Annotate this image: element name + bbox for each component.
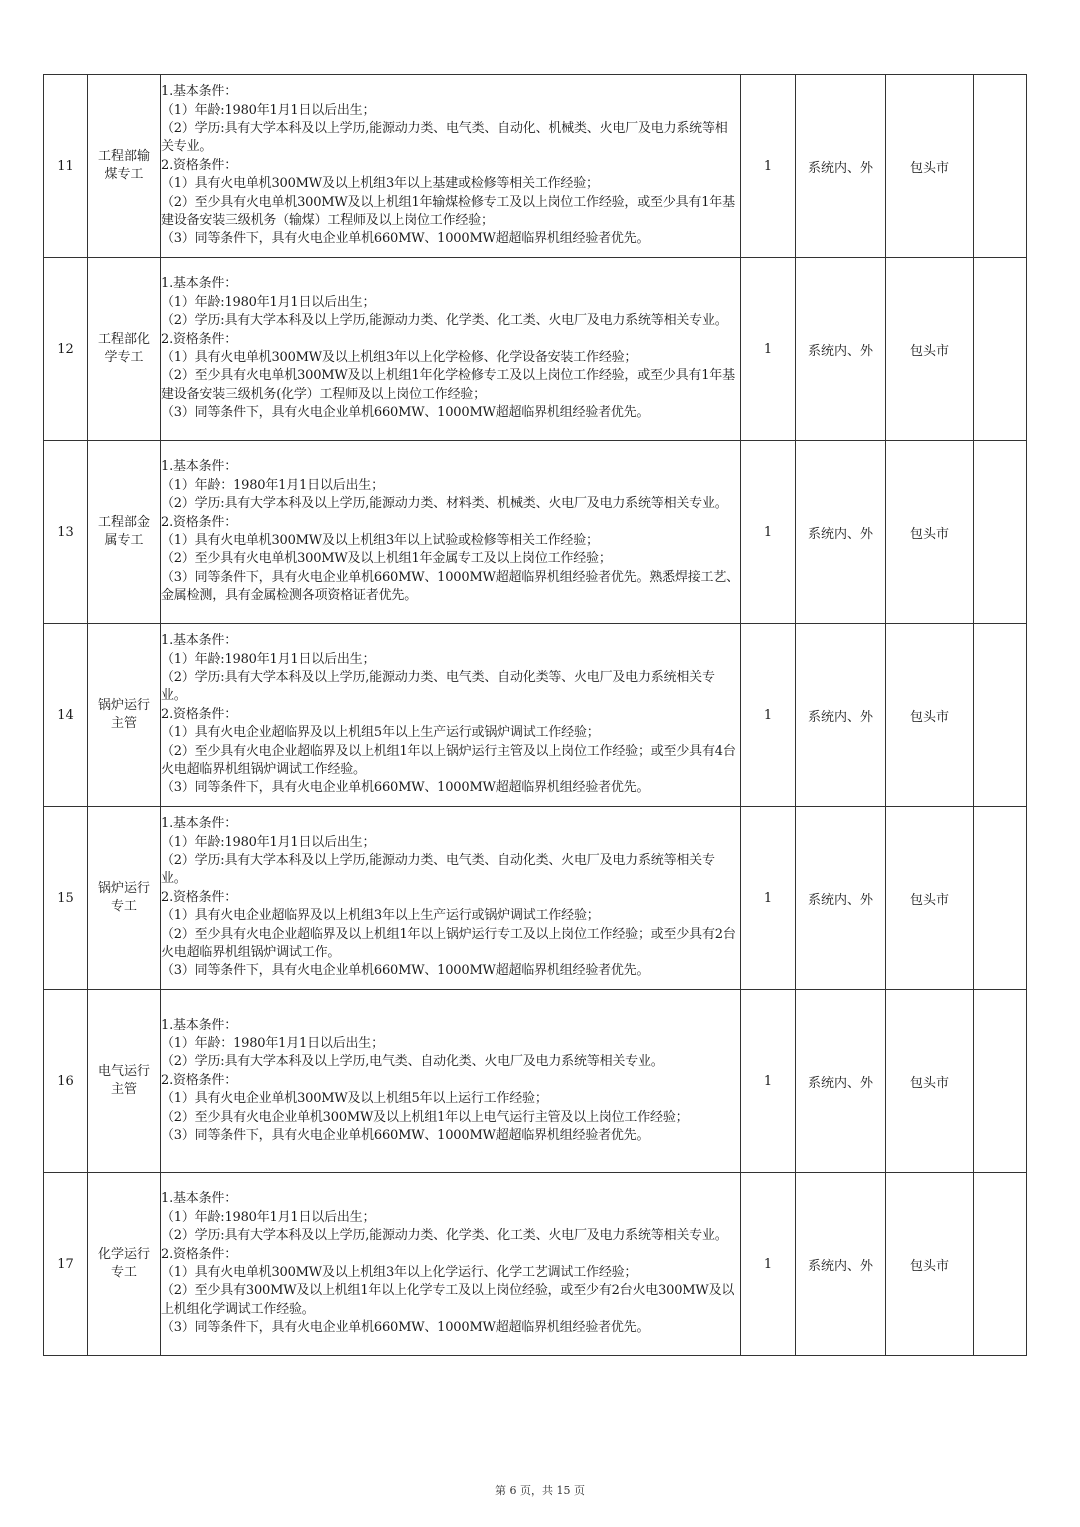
requirement-line: （1）具有火电企业单机300MW及以上机组5年以上运行工作经验； bbox=[161, 1091, 548, 1107]
requirement-line: （2）至少具有火电企业单机300MW及以上机组1年以上电气运行主管及以上岗位工作经验； bbox=[161, 1109, 689, 1125]
requirement-line: 1.基本条件： bbox=[161, 276, 238, 292]
work-location-cell: 包头市 bbox=[886, 258, 974, 441]
work-location-cell: 包头市 bbox=[886, 807, 974, 990]
table-row bbox=[44, 441, 1027, 624]
headcount-cell: 1 bbox=[741, 624, 796, 807]
requirement-line: 1.基本条件： bbox=[161, 816, 238, 832]
requirement-line: 1.基本条件： bbox=[161, 459, 238, 475]
headcount-cell: 1 bbox=[741, 1173, 796, 1356]
requirement-line: （2）学历:具有大学本科及以上学历,能源动力类、材料类、机械类、火电厂及电力系统等相关专业。 bbox=[161, 496, 728, 512]
recruit-scope-cell: 系统内、外 bbox=[796, 990, 886, 1173]
headcount-cell: 1 bbox=[741, 258, 796, 441]
position-cell bbox=[88, 1173, 161, 1356]
headcount-cell: 1 bbox=[741, 75, 796, 258]
requirement-line: （3）同等条件下，具有火电企业单机660MW、1000MW超超临界机组经验者优先。 bbox=[161, 1320, 650, 1336]
requirement-line: （1）年龄:1980年1月1日以后出生； bbox=[161, 834, 376, 850]
requirement-line: 1.基本条件： bbox=[161, 84, 238, 100]
table-row bbox=[44, 624, 1027, 807]
requirement-line: 2.资格条件： bbox=[161, 889, 238, 905]
requirement-line: （3）同等条件下，具有火电企业单机660MW、1000MW超超临界机组经验者优先。 bbox=[161, 963, 650, 979]
requirement-line: （2）至少具有300MW及以上机组1年以上化学专工及以上岗位经验，或至少有2台火电300MW及以上机组化学调试工作经验。 bbox=[161, 1283, 735, 1317]
requirement-line: （1）具有火电企业超临界及以上机组3年以上生产运行或锅炉调试工作经验； bbox=[161, 908, 600, 924]
note-cell bbox=[974, 258, 1027, 441]
requirement-line: 2.资格条件： bbox=[161, 157, 238, 173]
row-number: 11 bbox=[44, 75, 88, 258]
requirement-line: 2.资格条件： bbox=[161, 1246, 238, 1262]
requirement-line: （3）同等条件下，具有火电企业单机660MW、1000MW超超临界机组经验者优先。 bbox=[161, 1128, 650, 1144]
requirement-line: （1）年龄:1980年1月1日以后出生； bbox=[161, 294, 376, 310]
requirements-cell bbox=[161, 1173, 741, 1356]
table-row bbox=[44, 75, 1027, 258]
page-footer: 第 6 页，共 15 页 bbox=[495, 1484, 585, 1497]
work-location-cell: 包头市 bbox=[886, 75, 974, 258]
requirement-line: （2）学历:具有大学本科及以上学历,电气类、自动化类、火电厂及电力系统等相关专业。 bbox=[161, 1054, 664, 1070]
requirement-line: （1）具有火电单机300MW及以上机组3年以上化学运行、化学工艺调试工作经验； bbox=[161, 1265, 638, 1280]
note-cell bbox=[974, 990, 1027, 1173]
work-location-cell: 包头市 bbox=[886, 441, 974, 624]
requirement-line: （2）学历:具有大学本科及以上学历,能源动力类、化学类、化工类、火电厂及电力系统等相关专业。 bbox=[161, 313, 728, 329]
requirements-cell bbox=[161, 807, 741, 990]
requirement-line: （1）具有火电单机300MW及以上机组3年以上化学检修、化学设备安装工作经验； bbox=[161, 350, 638, 365]
position-title: 锅炉运行主管 bbox=[97, 698, 150, 731]
position-title: 锅炉运行专工 bbox=[97, 881, 150, 914]
headcount-cell: 1 bbox=[741, 807, 796, 990]
requirement-line: （1）年龄:1980年1月1日以后出生； bbox=[161, 651, 376, 667]
requirement-line: 2.资格条件： bbox=[161, 514, 238, 530]
requirement-line: （2）至少具有火电单机300MW及以上机组1年金属专工及以上岗位工作经验； bbox=[161, 551, 612, 567]
requirement-line: （3）同等条件下，具有火电企业单机660MW、1000MW超超临界机组经验者优先。 bbox=[161, 231, 650, 247]
requirements-cell bbox=[161, 441, 741, 624]
requirement-line: （3）同等条件下，具有火电企业单机660MW、1000MW超超临界机组经验者优先。熟悉焊接工艺、金属检测，具有金属检测各项资格证者优先。 bbox=[161, 569, 739, 604]
work-location-cell: 包头市 bbox=[886, 1173, 974, 1356]
recruit-scope-cell: 系统内、外 bbox=[796, 75, 886, 258]
requirement-line: （2）学历:具有大学本科及以上学历,能源动力类、化学类、化工类、火电厂及电力系统等相关专业。 bbox=[161, 1228, 728, 1244]
requirement-line: 2.资格条件： bbox=[161, 706, 238, 722]
position-cell bbox=[88, 441, 161, 624]
position-title: 工程部化学专工 bbox=[97, 332, 150, 365]
requirements-cell bbox=[161, 258, 741, 441]
note-cell bbox=[974, 75, 1027, 258]
position-cell bbox=[88, 807, 161, 990]
table-row bbox=[44, 990, 1027, 1173]
recruit-scope-cell: 系统内、外 bbox=[796, 258, 886, 441]
requirement-line: （1）具有火电企业超临界及以上机组5年以上生产运行或锅炉调试工作经验； bbox=[161, 725, 600, 741]
row-number: 16 bbox=[44, 990, 88, 1173]
note-cell bbox=[974, 441, 1027, 624]
note-cell bbox=[974, 1173, 1027, 1356]
requirement-line: （1）具有火电单机300MW及以上机组3年以上试验或检修等相关工作经验； bbox=[161, 533, 599, 548]
job-table-body bbox=[44, 75, 1027, 1356]
requirement-line: 2.资格条件： bbox=[161, 331, 238, 347]
requirement-line: （2）至少具有火电单机300MW及以上机组1年输煤检修专工及以上岗位工作经验，或至少具有1年基建设备安装三级机务（输煤）工程师及以上岗位工作经验； bbox=[161, 194, 735, 229]
position-cell bbox=[88, 75, 161, 258]
requirement-line: （2）学历:具有大学本科及以上学历,能源动力类、电气类、自动化类、火电厂及电力系统等相关专业。 bbox=[161, 852, 715, 887]
work-location-cell: 包头市 bbox=[886, 990, 974, 1173]
requirement-line: （1）年龄:1980年1月1日以后出生； bbox=[161, 1209, 376, 1225]
headcount-cell: 1 bbox=[741, 990, 796, 1173]
recruit-scope-cell: 系统内、外 bbox=[796, 1173, 886, 1356]
position-title: 电气运行主管 bbox=[97, 1064, 150, 1097]
job-table bbox=[43, 74, 1027, 1356]
recruit-scope-cell: 系统内、外 bbox=[796, 624, 886, 807]
requirement-line: （2）至少具有火电企业超临界及以上机组1年以上锅炉运行专工及以上岗位工作经验；或至少具有2台火电超临界机组锅炉调试工作。 bbox=[161, 926, 736, 961]
row-number: 15 bbox=[44, 807, 88, 990]
position-cell bbox=[88, 258, 161, 441]
table-row bbox=[44, 1173, 1027, 1356]
requirement-line: （2）学历:具有大学本科及以上学历,能源动力类、电气类、自动化、机械类、火电厂及电力系统等相关专业。 bbox=[161, 120, 728, 155]
table-row bbox=[44, 258, 1027, 441]
position-title: 工程部金属专工 bbox=[97, 515, 150, 548]
position-cell bbox=[88, 624, 161, 807]
requirement-line: （2）至少具有火电单机300MW及以上机组1年化学检修专工及以上岗位工作经验，或至少具有1年基建设备安装三级机务(化学）工程师及以上岗位工作经验； bbox=[161, 368, 735, 402]
headcount-cell: 1 bbox=[741, 441, 796, 624]
work-location-cell: 包头市 bbox=[886, 624, 974, 807]
position-title: 化学运行专工 bbox=[97, 1247, 150, 1280]
requirements-cell bbox=[161, 75, 741, 258]
row-number: 17 bbox=[44, 1173, 88, 1356]
requirement-line: （3）同等条件下，具有火电企业单机660MW、1000MW超超临界机组经验者优先。 bbox=[161, 780, 650, 796]
recruit-scope-cell: 系统内、外 bbox=[796, 807, 886, 990]
requirement-line: （1）年龄：1980年1月1日以后出生； bbox=[161, 1035, 384, 1051]
position-cell bbox=[88, 990, 161, 1173]
row-number: 14 bbox=[44, 624, 88, 807]
note-cell bbox=[974, 624, 1027, 807]
requirement-line: 1.基本条件： bbox=[161, 633, 238, 649]
requirement-line: 1.基本条件： bbox=[161, 1017, 238, 1033]
row-number: 12 bbox=[44, 258, 88, 441]
requirement-line: （1）年龄:1980年1月1日以后出生； bbox=[161, 102, 376, 118]
requirements-cell bbox=[161, 990, 741, 1173]
position-title: 工程部输煤专工 bbox=[97, 149, 150, 182]
row-number: 13 bbox=[44, 441, 88, 624]
note-cell bbox=[974, 807, 1027, 990]
recruit-scope-cell: 系统内、外 bbox=[796, 441, 886, 624]
requirement-line: （2）至少具有火电企业超临界及以上机组1年以上锅炉运行主管及以上岗位工作经验；或至少具有4台火电超临界机组锅炉调试工作经验。 bbox=[161, 743, 736, 778]
requirement-line: 2.资格条件： bbox=[161, 1072, 238, 1088]
table-row bbox=[44, 807, 1027, 990]
requirement-line: （3）同等条件下，具有火电企业单机660MW、1000MW超超临界机组经验者优先。 bbox=[161, 405, 650, 421]
requirement-line: （1）具有火电单机300MW及以上机组3年以上基建或检修等相关工作经验； bbox=[161, 176, 599, 192]
requirements-cell bbox=[161, 624, 741, 807]
requirement-line: （1）年龄：1980年1月1日以后出生； bbox=[161, 477, 384, 493]
requirement-line: 1.基本条件： bbox=[161, 1191, 238, 1207]
requirement-line: （2）学历:具有大学本科及以上学历,能源动力类、电气类、自动化类等、火电厂及电力系统相关专业。 bbox=[161, 669, 715, 704]
